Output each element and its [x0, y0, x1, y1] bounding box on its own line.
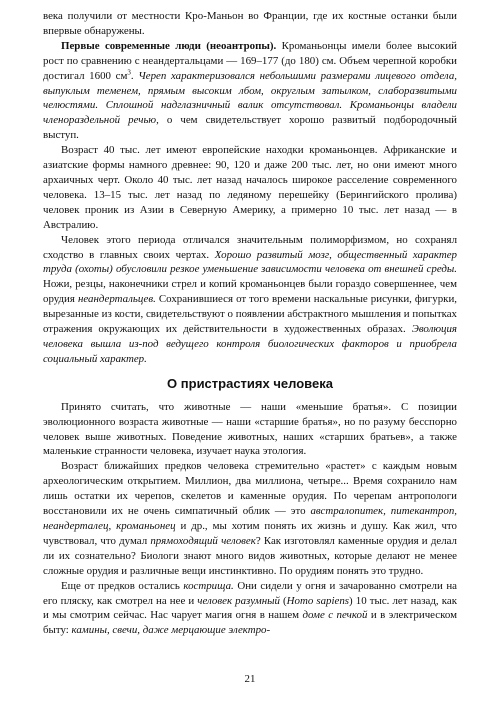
italic-run: австралопитек, питекантроп, неандерталец, кроманьонец [43, 505, 457, 532]
text-run: Они сидели у огня и зачарованно смотрели на его пляску, как смотрел на нее и [43, 579, 457, 607]
text-run: Возраст ближайших предков человека стремительно «растет» с каждым новым археологическим открытием. Миллион, два миллиона, четыре... Время сохранило нам лишь остатки их черепов, скелетов и каменные орудия. По черепам антропологи восстановили их не очень симпатичный облик — это [43, 460, 457, 518]
text-run: Сохранившиеся от того времени наскальные рисунки, фигурки, вырезанные из кости, свидетельствуют о появлении абстрактного мышления и попытках отражения окружающих их действительности в художественных образах. [43, 293, 458, 336]
text-run: и в электрическом быту: [43, 609, 457, 637]
section-heading: О пристрастиях человека [167, 375, 333, 391]
text-run: ? Как изготовлял каменные орудия и делал ли их сознательно? Биологи знают много видов животных, которые делают не менее сложные орудия и различные вещи инстинктивно. По орудиям понять это трудно. [43, 534, 457, 577]
text-run: . [130, 69, 139, 82]
page-number: 21 [244, 673, 256, 685]
italic-run: Хорошо развитый мозг, общественный характер труда (охоты) обусловили резкое уменьшение зависимости человека от внешней среды. [43, 248, 457, 276]
paragraph [43, 233, 457, 367]
paragraph [43, 9, 457, 39]
text-run: Кроманьонцы имели более высокий рост по сравнению с неандертальцами — 169–177 (до 180) см. Объем черепной коробки достигал 1600 см [43, 39, 457, 82]
paragraph [43, 459, 457, 578]
italic-run: Homo sapiens [286, 594, 350, 607]
section-human-preferences [43, 400, 457, 639]
text-run: Ножи, резцы, наконечники стрел и копий кроманьонцев были гораздо совершеннее, чем орудия [43, 278, 457, 306]
text-run: Человек этого периода отличался значительным полиморфизмом, но сохранял сходство в главных своих чертах. [43, 233, 457, 261]
text-run: и др., мы хотим понять их жизнь и душу. Как жил, что чувствовал, что думал [43, 520, 457, 547]
italic-run: кострища. [183, 579, 234, 592]
paragraph [43, 400, 457, 460]
superscript: 3 [127, 68, 131, 76]
italic-run: человек разумный [197, 594, 280, 607]
text-run: Принято считать, что животные — наши «меньшие братья». С позиции эволюционного возраста животные — наши «старшие братья», но по разуму бесспорно человек выше животных. Поведение животных, наших «старших братьев», а также маленькие странности человека, изучает наука этология. [43, 400, 457, 458]
text-run: Еще от предков остались [61, 579, 184, 592]
text-run: ) 10 тыс. лет назад, как и мы смотрим сейчас. Нас чарует магия огня в нашем [43, 594, 457, 622]
paragraph [43, 579, 457, 639]
italic-run: доме с печкой [302, 609, 368, 622]
paragraph [43, 39, 457, 143]
italic-run: Эволюция человека вышла из-под ведущего контроля биологических факторов и приобрела социальный характер. [43, 323, 457, 365]
italic-run: Череп характеризовался небольшими размерами лицевого отдела, выпуклым теменем, прямым высоким лбом, округлым затылком, слаборазвитыми челюстями. Сплошной надглазничный валик отсутствовал. Кроманьонцы владели членораздельной речью, [43, 69, 457, 127]
section-cromagnon [43, 9, 457, 367]
text-run: ( [279, 594, 287, 607]
italic-run: камины, свечи, даже мерцающие электро- [71, 624, 271, 637]
italic-run: неандертальцев. [77, 293, 156, 306]
paragraph [43, 143, 457, 232]
bold-run: Первые современные люди (неоантропы). [61, 39, 277, 52]
text-run: Возраст 40 тыс. лет имеют европейские находки кроманьонцев. Африканские и азиатские формы намного древнее: 90, 120 и даже 200 тыс. лет, но они имеют много архаичных черт. Около 40 тыс. лет назад началось широкое расселение современного человека. 13–15 тыс. лет назад по ледяному перешейку (Берингийского пролива) человек проник из Азии в Северную Америку, а примерно 10 тыс. лет назад — в Австралию. [43, 144, 457, 231]
text-column [43, 9, 457, 638]
text-run: о чем свидетельствует хорошо развитый подбородочный выступ. [43, 114, 457, 142]
text-run: века получили от местности Кро-Маньон во Франции, где их костные останки были впервые обнаружены. [43, 10, 457, 37]
italic-run: прямоходящий человек [150, 534, 256, 547]
